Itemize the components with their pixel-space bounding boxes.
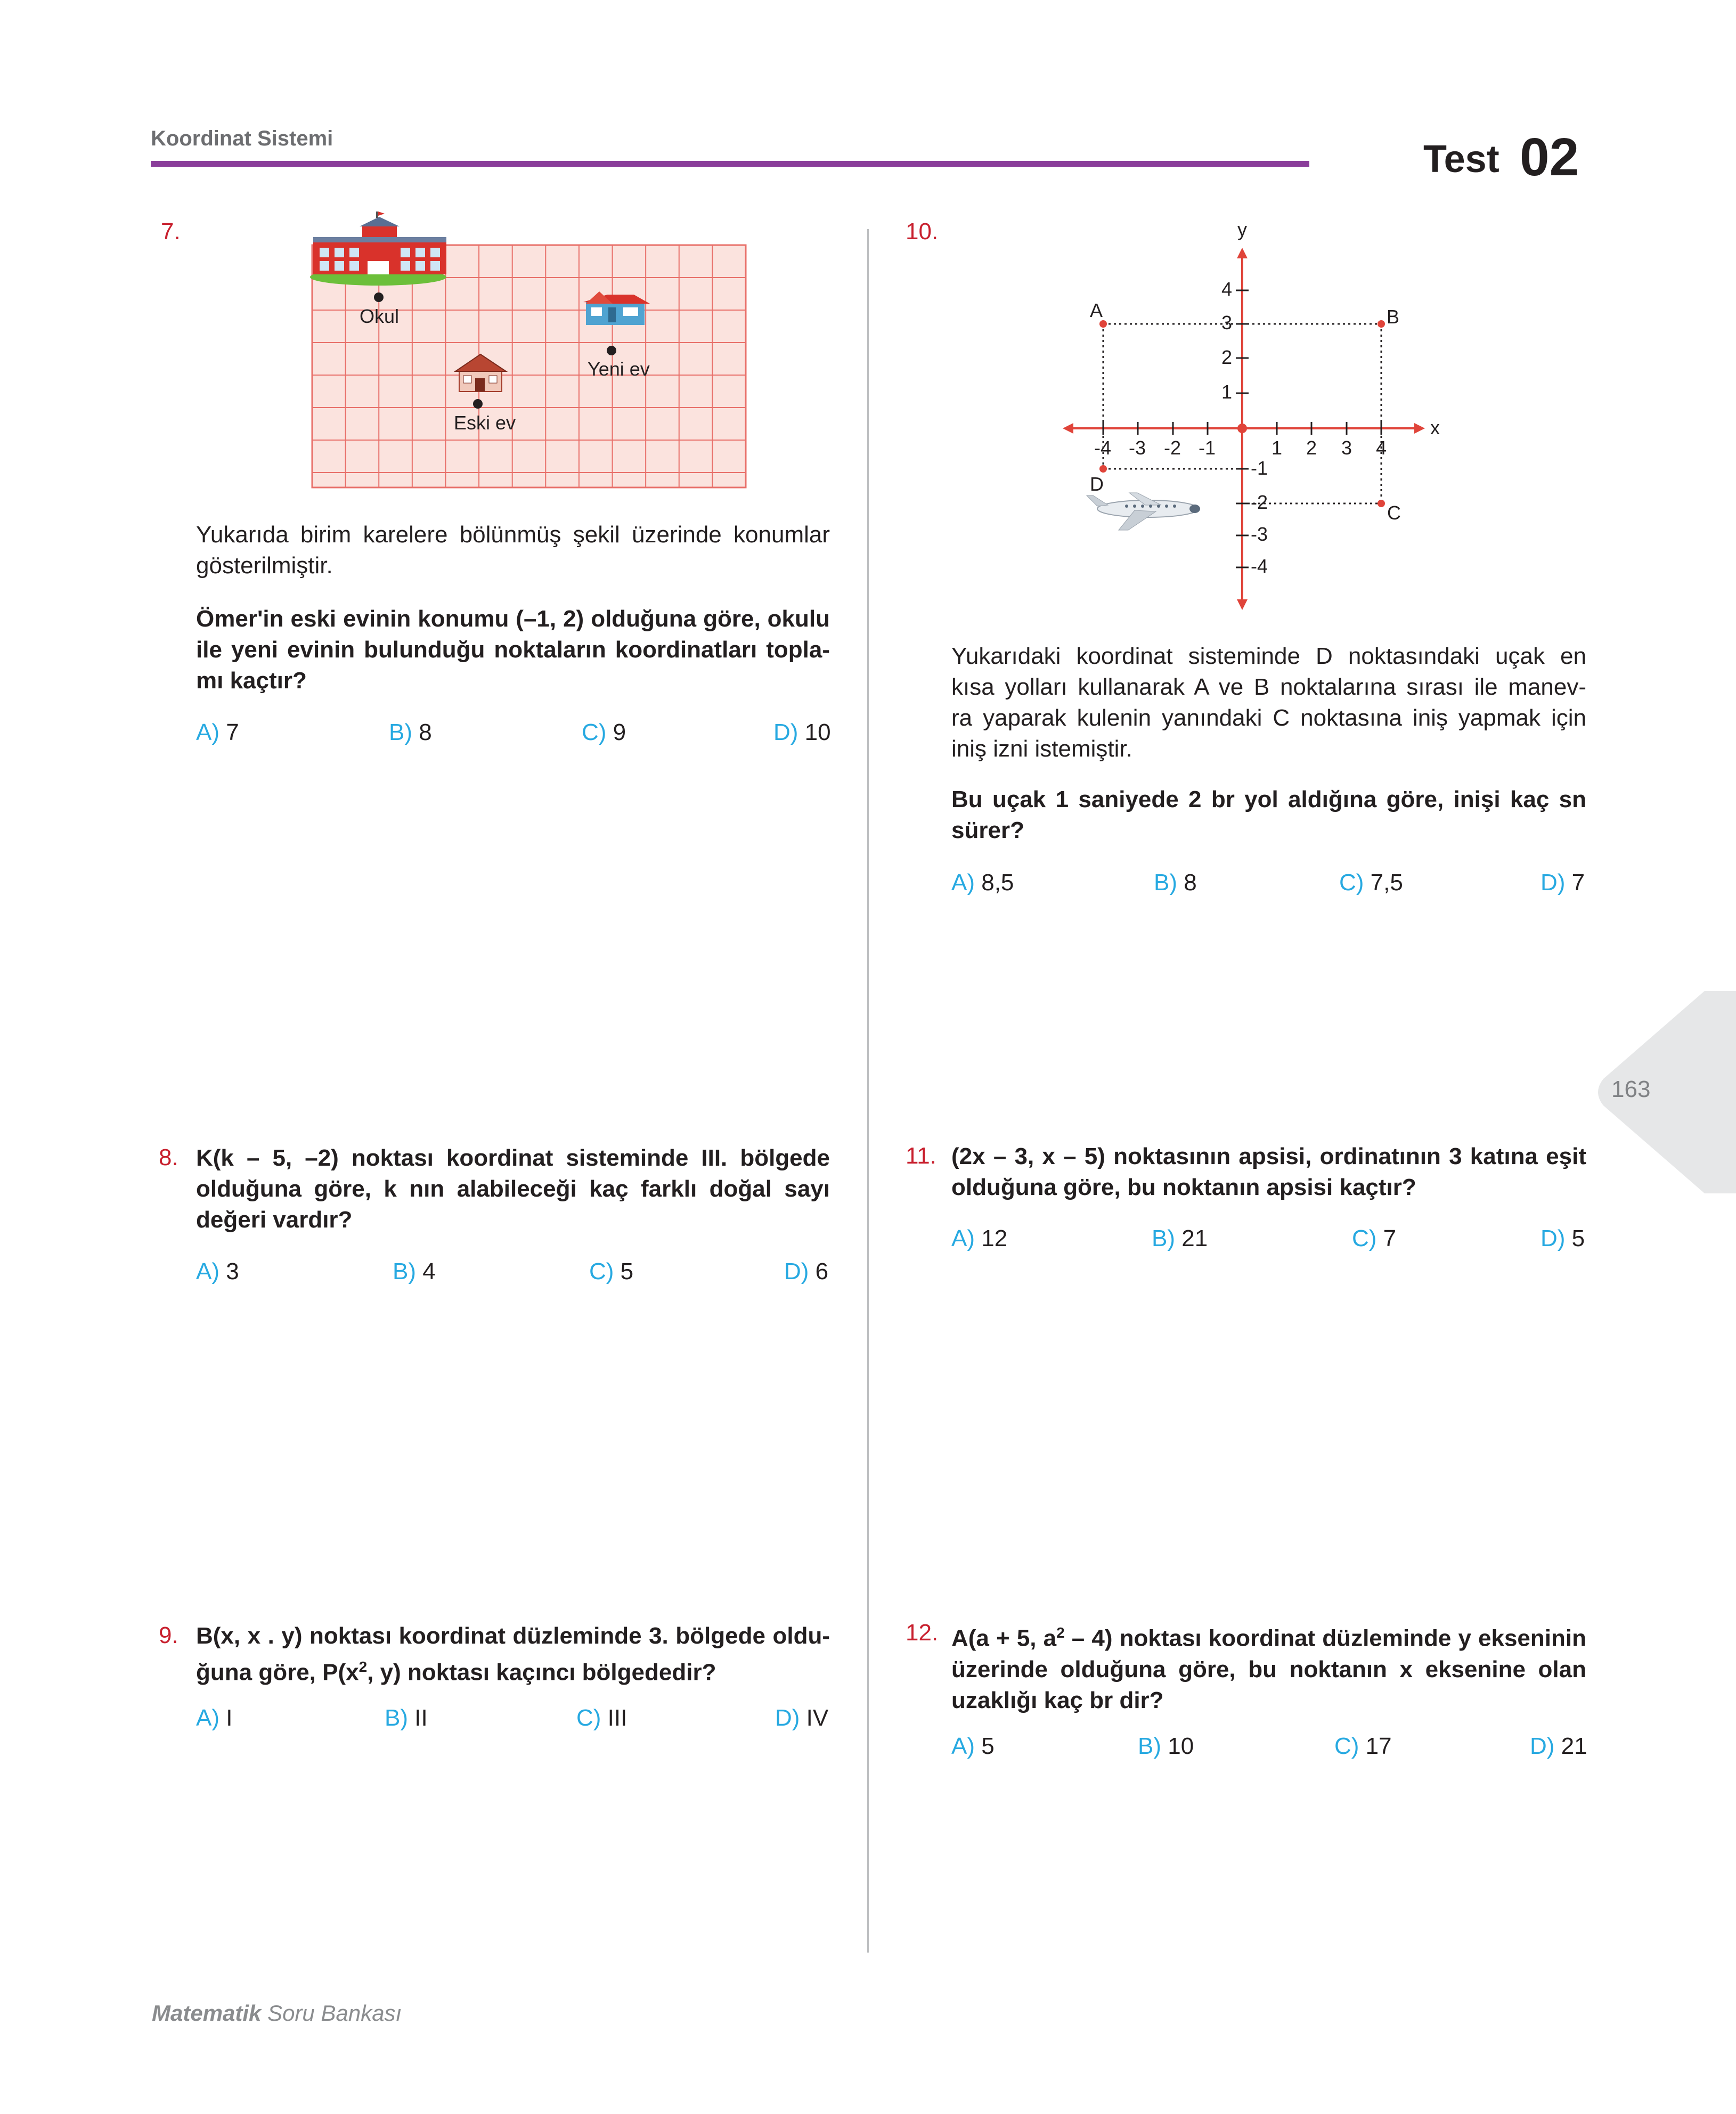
q9-option-c[interactable]: C) III (576, 1705, 627, 1731)
q12-question-line: A(a + 5, $a^2 - 4$) noktası koordinat düzleminde y ekseninin (951, 1624, 1586, 1652)
q8-question-text (196, 1143, 830, 1235)
q7-intro-text (196, 519, 830, 581)
x-axis-label: x (1430, 417, 1440, 438)
q12-question-line: üzerinde olduğuna göre, bu noktanın x eksenine olan (951, 1656, 1586, 1682)
q8-option-d[interactable]: D) 6 (784, 1258, 829, 1284)
q7-option-a[interactable]: A) 7 (196, 719, 239, 745)
q7-option-d[interactable]: D) 10 (773, 719, 831, 745)
header-rule (151, 161, 1309, 167)
point-c (1378, 500, 1385, 507)
question-number-8: 8. (159, 1144, 178, 1170)
x-tick-label: -3 (1129, 437, 1146, 459)
x-tick-label: -2 (1164, 437, 1181, 459)
label-old-house: Eski ev (454, 412, 516, 434)
q11-option-a[interactable]: A) 12 (951, 1225, 1008, 1251)
q10-option-c[interactable]: C) 7,5 (1339, 869, 1403, 896)
question-number-10: 10. (906, 218, 939, 245)
q8-option-c[interactable]: C) 5 (589, 1258, 634, 1284)
x-tick-label: 1 (1272, 437, 1283, 459)
test-number: 02 (1520, 127, 1579, 187)
label-new-house: Yeni ev (588, 358, 650, 380)
point-label-b: B (1387, 306, 1400, 328)
q11-question-line: (2x – 3, x – 5) noktasının apsisi, ordinatının 3 katına eşit (951, 1143, 1586, 1169)
point-b (1378, 320, 1385, 328)
q7-intro-line: Yukarıda birim karelere bölünmüş şekil üzerinde konumlar (196, 522, 830, 548)
airplane-icon (1087, 493, 1200, 530)
footer-book-title: Matematik Soru Bankası (152, 2001, 402, 2026)
x-tick-label: 4 (1376, 437, 1387, 459)
q12-option-a[interactable]: A) 5 (951, 1733, 995, 1759)
x-axis-arrow-right (1414, 423, 1425, 434)
school-point (374, 292, 384, 302)
q12-option-b[interactable]: B) 10 (1138, 1733, 1194, 1759)
q11-option-d[interactable]: D) 5 (1541, 1225, 1585, 1251)
q8-question-line: K(k – 5, –2) noktası koordinat sisteminde III. bölgede (196, 1145, 830, 1171)
label-school: Okul (360, 305, 400, 327)
y-tick-label: 1 (1221, 381, 1233, 403)
y-axis-label: y (1237, 218, 1247, 240)
q10-intro-line: ra yaparak kulenin yanındaki C noktasına iniş yapmak için (951, 705, 1586, 731)
q9-option-a[interactable]: A) I (196, 1705, 233, 1731)
y-tick-label: -2 (1251, 491, 1268, 513)
q7-question-line: mı kaçtır? (196, 668, 307, 694)
q10-option-a[interactable]: A) 8,5 (951, 869, 1014, 896)
section-title: Koordinat Sistemi (151, 127, 333, 150)
y-axis-arrow-down (1237, 599, 1248, 610)
q10-question-line: Bu uçak 1 saniyede 2 br yol aldığına göre, inişi kaç sn (951, 786, 1586, 812)
q12-option-c[interactable]: C) 17 (1334, 1733, 1392, 1759)
y-tick-label: 2 (1221, 346, 1233, 368)
school-icon (310, 212, 446, 286)
q9-question-text (196, 1621, 830, 1688)
q11-question-line: olduğuna göre, bu noktanın apsisi kaçtır? (951, 1174, 1416, 1200)
x-tick-label: -4 (1094, 437, 1112, 459)
y-axis-arrow-up (1237, 248, 1248, 258)
q10-intro-line: kısa yolları kullanarak A ve B noktalarına sırası ile manev- (951, 674, 1586, 700)
point-label-c: C (1387, 502, 1401, 524)
q12-question-line: uzaklığı kaç br dir? (951, 1687, 1164, 1713)
page-number: 163 (1611, 1076, 1651, 1102)
q8-option-a[interactable]: A) 3 (196, 1258, 239, 1284)
q10-intro-line: Yukarıdaki koordinat sisteminde D noktasındaki uçak en (951, 643, 1586, 669)
q7-question-text (196, 604, 830, 696)
q7-option-b[interactable]: B) 8 (389, 719, 432, 745)
q12-question-text (951, 1617, 1586, 1716)
y-tick-label: -1 (1251, 457, 1268, 479)
question-number-9: 9. (159, 1622, 178, 1648)
q9-option-b[interactable]: B) II (385, 1705, 428, 1731)
q7-question-line: ile yeni evinin bulunduğu noktaların koordinatları topla- (196, 637, 830, 663)
q9-question-line: ğuna göre, $P(x^2$, y) noktası kaçıncı bölgededir? (196, 1658, 716, 1686)
q7-grid-svg (309, 210, 751, 493)
q8-question-line: değeri vardır? (196, 1207, 353, 1233)
q10-intro-text (951, 641, 1586, 765)
q10-option-b[interactable]: B) 8 (1154, 869, 1197, 896)
origin-point (1237, 424, 1247, 433)
q8-option-b[interactable]: B) 4 (393, 1258, 436, 1284)
q9-question-line: B(x, x . y) noktası koordinat düzleminde 3. bölgede oldu- (196, 1623, 830, 1649)
q7-option-c[interactable]: C) 9 (582, 719, 626, 745)
question-number-12: 12. (906, 1620, 939, 1646)
y-tick-label: -4 (1251, 555, 1268, 577)
q11-option-c[interactable]: C) 7 (1352, 1225, 1397, 1251)
q8-question-line: olduğuna göre, k nın alabileceği kaç farklı doğal sayı (196, 1176, 830, 1202)
point-d (1099, 465, 1107, 473)
q10-coordinate-figure (1055, 218, 1454, 618)
q7-grid-figure (309, 210, 751, 493)
q10-question-text (951, 784, 1586, 846)
question-number-11: 11. (906, 1143, 936, 1169)
q12-option-d[interactable]: D) 21 (1530, 1733, 1587, 1759)
x-tick-label: 3 (1341, 437, 1352, 459)
point-label-d: D (1090, 473, 1104, 495)
q10-intro-line: iniş izni istemiştir. (951, 736, 1132, 762)
q7-intro-line: gösterilmiştir. (196, 552, 333, 579)
y-tick-label: 4 (1221, 278, 1233, 300)
x-tick-label: -1 (1199, 437, 1216, 459)
q7-question-line: Ömer'in eski evinin konumu (–1, 2) olduğuna göre, okulu (196, 606, 830, 632)
q9-option-d[interactable]: D) IV (775, 1705, 829, 1731)
y-tick-label: -3 (1251, 523, 1268, 545)
q11-option-b[interactable]: B) 21 (1152, 1225, 1208, 1251)
question-number-7: 7. (161, 218, 181, 245)
new-house-point (607, 346, 616, 355)
old-house-point (473, 399, 483, 409)
q10-question-line: sürer? (951, 817, 1024, 843)
column-divider (867, 229, 869, 1953)
point-label-a: A (1090, 299, 1103, 321)
x-axis-arrow-left (1063, 423, 1073, 434)
test-label: Test (1423, 138, 1499, 181)
y-tick-label: 3 (1221, 312, 1233, 334)
q10-option-d[interactable]: D) 7 (1541, 869, 1585, 896)
q11-question-text (951, 1141, 1586, 1203)
x-tick-label: 2 (1306, 437, 1317, 459)
